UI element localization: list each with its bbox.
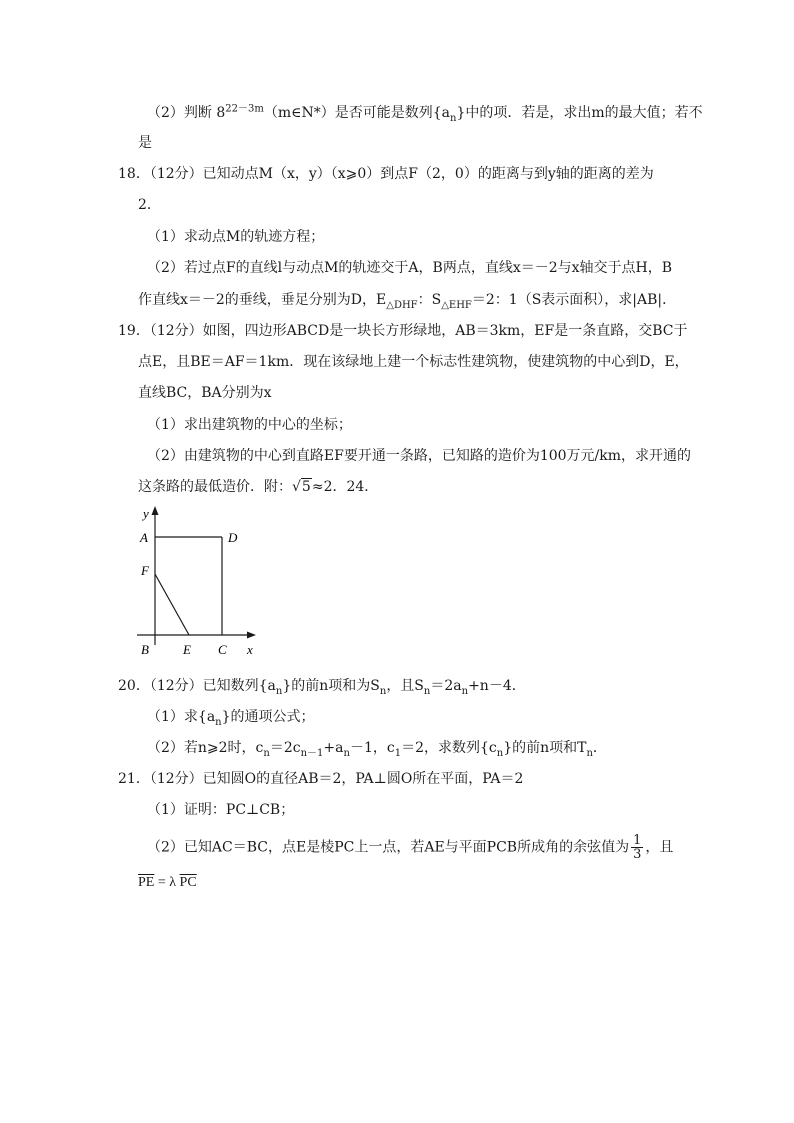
- label-C: C: [218, 642, 227, 657]
- q21-stem: 21．（12分）已知圆O的直径AB＝2，PA⊥圆O所在平面，PA＝2: [118, 771, 524, 787]
- q20-sub-2: n: [379, 685, 387, 697]
- vector-equals-lambda: = λ: [154, 875, 180, 890]
- vector-PE: $\overline{PE}$: [138, 875, 155, 890]
- q18-part1: （1）求动点M的轨迹方程；: [147, 229, 325, 245]
- q18-part2-sub-dhf: △DHF: [386, 299, 418, 311]
- label-E: E: [183, 642, 191, 657]
- label-F: F: [141, 563, 149, 578]
- q20-sub-3: n: [423, 685, 431, 697]
- q19-figure: [125, 500, 270, 665]
- sqrt-symbol: √5: [292, 479, 311, 495]
- q20-p2-e: ＝2，求数列{c: [401, 740, 497, 756]
- q20-text-c: ，且S: [386, 678, 424, 694]
- vector-PC: $\overline{PC}$: [179, 875, 197, 890]
- q20-part1-b: }的通项公式；: [221, 709, 315, 725]
- fraction-denominator: 3: [633, 847, 642, 862]
- q17-part2-text-c: }中的项．若是，求出m的最大值；若不: [456, 105, 703, 121]
- q20-sub-4: n: [461, 685, 469, 697]
- q20-text-a: 20．（12分）已知数列{a: [118, 678, 276, 694]
- q20-text-d: ＝2a: [430, 678, 462, 694]
- label-x: x: [247, 642, 253, 657]
- q20-stem: [118, 676, 526, 696]
- q19-part2-text-a: 这条路的最低造价．附：: [138, 479, 292, 495]
- road-EF: [155, 574, 189, 635]
- q20-p2-g: ．: [592, 740, 607, 756]
- q20-p2-s6: n: [586, 747, 593, 759]
- q18-part2-text-a: 作直线x＝－2的垂线，垂足分别为D，E: [138, 292, 387, 308]
- q20-p2-b: ＝2c: [269, 740, 301, 756]
- y-axis-arrow: [152, 506, 159, 515]
- q17-part2-exponent: 22－3m: [225, 103, 264, 115]
- q19-part2-line1: （2）由建筑物的中心到直路EF要开通一条路，已知路的造价为100万元/km，求开通的: [147, 448, 692, 464]
- q19-part2-text-b: ≈2．24．: [311, 479, 379, 495]
- q19-stem-line3: 直线BC，BA分别为x: [138, 385, 272, 401]
- q21-part2-text-b: ，且: [645, 839, 674, 856]
- q20-p2-f: }的前n项和T: [503, 740, 587, 756]
- fraction-numerator: 1: [633, 833, 642, 848]
- q17-part2-text-a: （2）判断 8: [147, 105, 226, 121]
- q19-part2-line2: [138, 477, 378, 497]
- q20-part1: [147, 707, 315, 727]
- q18-part2-sub-ehf: △EHF: [441, 299, 472, 311]
- q20-part2: [147, 738, 607, 758]
- q17-part2-text-b: （m∈N*）是否可能是数列{a: [263, 105, 450, 121]
- q18-part2-text-b: ：S: [417, 292, 442, 308]
- q17-part2-subscript: n: [450, 112, 457, 124]
- q18-stem-line1: 18．（12分）已知动点M（x，y）（x⩾0）到点F（2，0）的距离与到y轴的距离的差为: [118, 166, 654, 182]
- label-y: y: [143, 506, 149, 521]
- q18-part2-text-c: ＝2：1（S表示面积），求|AB|．: [471, 292, 677, 308]
- q21-part2-line1: [147, 834, 673, 861]
- q18-stem-line2: 2．: [138, 197, 161, 213]
- q20-part1-sub: n: [215, 716, 222, 728]
- label-A: A: [140, 530, 148, 545]
- q19-part1: （1）求出建筑物的中心的坐标；: [147, 417, 352, 433]
- q20-p2-s3: n: [343, 747, 350, 759]
- q20-p2-a: （2）若n⩾2时，c: [147, 740, 264, 756]
- q20-part1-a: （1）求{a: [147, 709, 216, 725]
- q20-sub-1: n: [275, 685, 283, 697]
- q20-p2-c: +a: [323, 740, 344, 756]
- q20-text-b: }的前n项和为S: [282, 678, 380, 694]
- q20-p2-s5: n: [496, 747, 504, 759]
- fraction-one-third: [631, 834, 643, 861]
- q21-part1: （1）证明：PC⊥CB；: [147, 802, 295, 818]
- q17-part2-line2: 是: [138, 135, 152, 151]
- q18-part2-line1: （2）若过点F的直线l与动点M的轨迹交于A，B两点，直线x＝－2与x轴交于点H，B: [147, 260, 673, 276]
- q21-vector-equation: [138, 872, 197, 893]
- q19-stem-line1: 19．（12分）如图，四边形ABCD是一块长方形绿地，AB＝3km，EF是一条直路，交BC于: [118, 323, 688, 339]
- x-axis-arrow: [247, 632, 256, 639]
- sqrt-argument: 5: [301, 479, 311, 495]
- q20-p2-s2: n－1: [300, 747, 324, 759]
- q20-p2-s4: 1: [394, 747, 402, 759]
- q21-part2-text-a: （2）已知AC＝BC，点E是棱PC上一点，若AE与平面PCB所成角的余弦值为: [147, 839, 630, 856]
- q19-stem-line2: 点E，且BE＝AF＝1km．现在该绿地上建一个标志性建筑物，使建筑物的中心到D，E，: [138, 354, 689, 370]
- q20-p2-s1: n: [263, 747, 270, 759]
- label-B: B: [141, 642, 149, 657]
- q20-p2-d: －1，c: [349, 740, 395, 756]
- q18-part2-line2: [138, 290, 676, 310]
- q17-part2-line1: [147, 103, 703, 123]
- label-D: D: [228, 530, 238, 545]
- q20-text-e: +n－4．: [468, 678, 526, 694]
